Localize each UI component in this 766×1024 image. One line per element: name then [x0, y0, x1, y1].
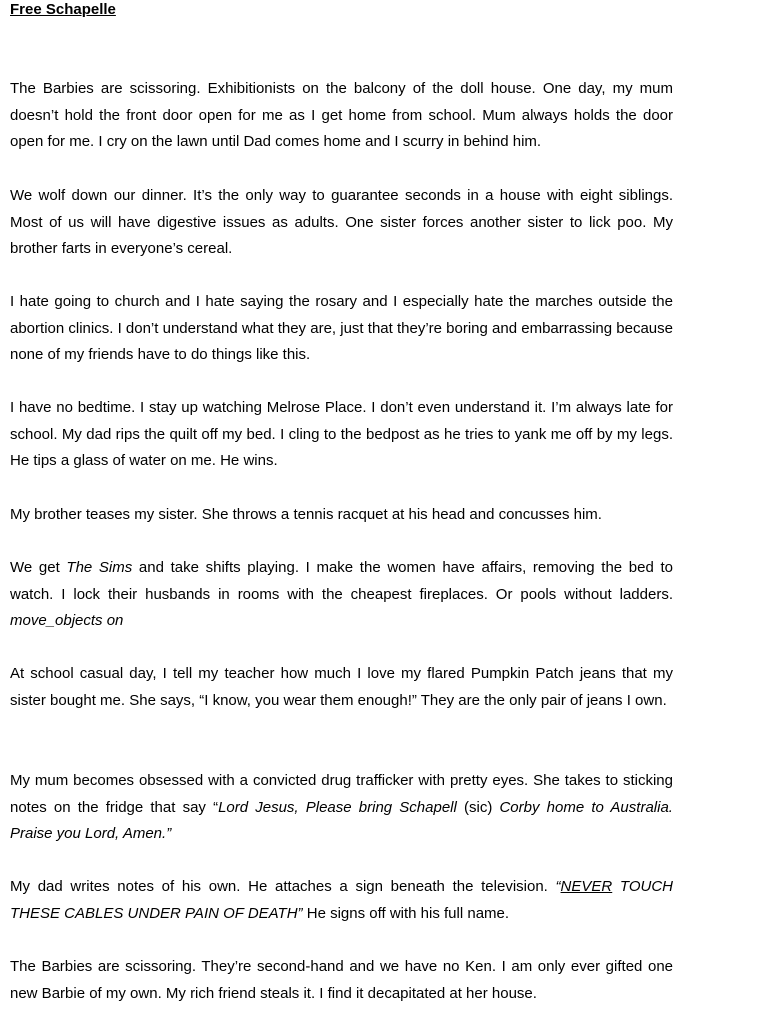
paragraph-8-note-a: Lord Jesus, Please bring Schapell	[218, 798, 457, 816]
paragraph-3: I hate going to church and I hate saying the rosary and I especially hate the marches outside the abortion clinics. I don’t understand what they are, just that they’re boring and embarrassing because none of my friends have to do things like this.	[10, 293, 673, 364]
paragraph-6-text-a: We get	[10, 559, 67, 576]
paragraph-9-never: NEVER	[560, 878, 613, 895]
paragraph-8-sic: (sic)	[456, 798, 500, 816]
paragraph-2: We wolf down our dinner. It’s the only way to guarantee seconds in a house with eight siblings. Most of us will have digestive issues as adults. One sister forces another sister to lick poo. My brother farts in everyone’s cereal.	[10, 187, 673, 258]
paragraph-10: The Barbies are scissoring. They’re second-hand and we have no Ken. I am only ever gifted one new Barbie of my own. My rich friend steals it. I find it decapitated at her house.	[10, 958, 673, 1002]
paragraph-9-sign-text: TOUCH THESE CABLES UNDER PAIN OF DEATH”	[10, 878, 673, 922]
paragraph-9-quote-open: “	[555, 878, 561, 895]
paragraph-6-cheat-code: move_objects on	[10, 612, 124, 630]
paragraph-9	[10, 874, 673, 927]
paragraph-8	[10, 768, 673, 848]
paragraph-8-note-b: Corby home to Australia. Praise you Lord, Amen.”	[10, 798, 673, 843]
paragraph-4: I have no bedtime. I stay up watching Melrose Place. I don’t even understand it. I’m always late for school. My dad rips the quilt off my bed. I cling to the bedpost as he tries to yank me off by my legs. He tips a glass of water on me. He wins.	[10, 399, 673, 470]
paragraph-7: At school casual day, I tell my teacher how much I love my flared Pumpkin Patch jeans that my sister bought me. She says, “I know, you wear them enough!” They are the only pair of jeans I own.	[10, 665, 673, 709]
paragraph-9-text-a: My dad writes notes of his own. He attaches a sign beneath the television.	[10, 878, 556, 895]
paragraph-8-text-a: My mum becomes obsessed with a convicted drug trafficker with pretty eyes. She takes to sticking notes on the fridge that say “	[10, 772, 673, 816]
paragraph-6-sims-title: The Sims	[66, 559, 133, 576]
paragraph-1: The Barbies are scissoring. Exhibitionists on the balcony of the doll house. One day, my mum doesn’t hold the front door open for me as I get home from school. Mum always holds the door open for me. I cry on the lawn until Dad comes home and I scurry in behind him.	[10, 80, 673, 151]
paragraph-6-text-c: and take shifts playing. I make the women have affairs, removing the bed to watch. I lock their husbands in rooms with the cheapest fireplaces. Or pools without ladders.	[10, 559, 673, 603]
paragraph-6	[10, 555, 673, 635]
paragraph-9-text-e: He signs off with his full name.	[302, 904, 510, 922]
document-title: Free Schapelle	[10, 1, 116, 18]
paragraph-5: My brother teases my sister. She throws a tennis racquet at his head and concusses him.	[10, 506, 602, 523]
